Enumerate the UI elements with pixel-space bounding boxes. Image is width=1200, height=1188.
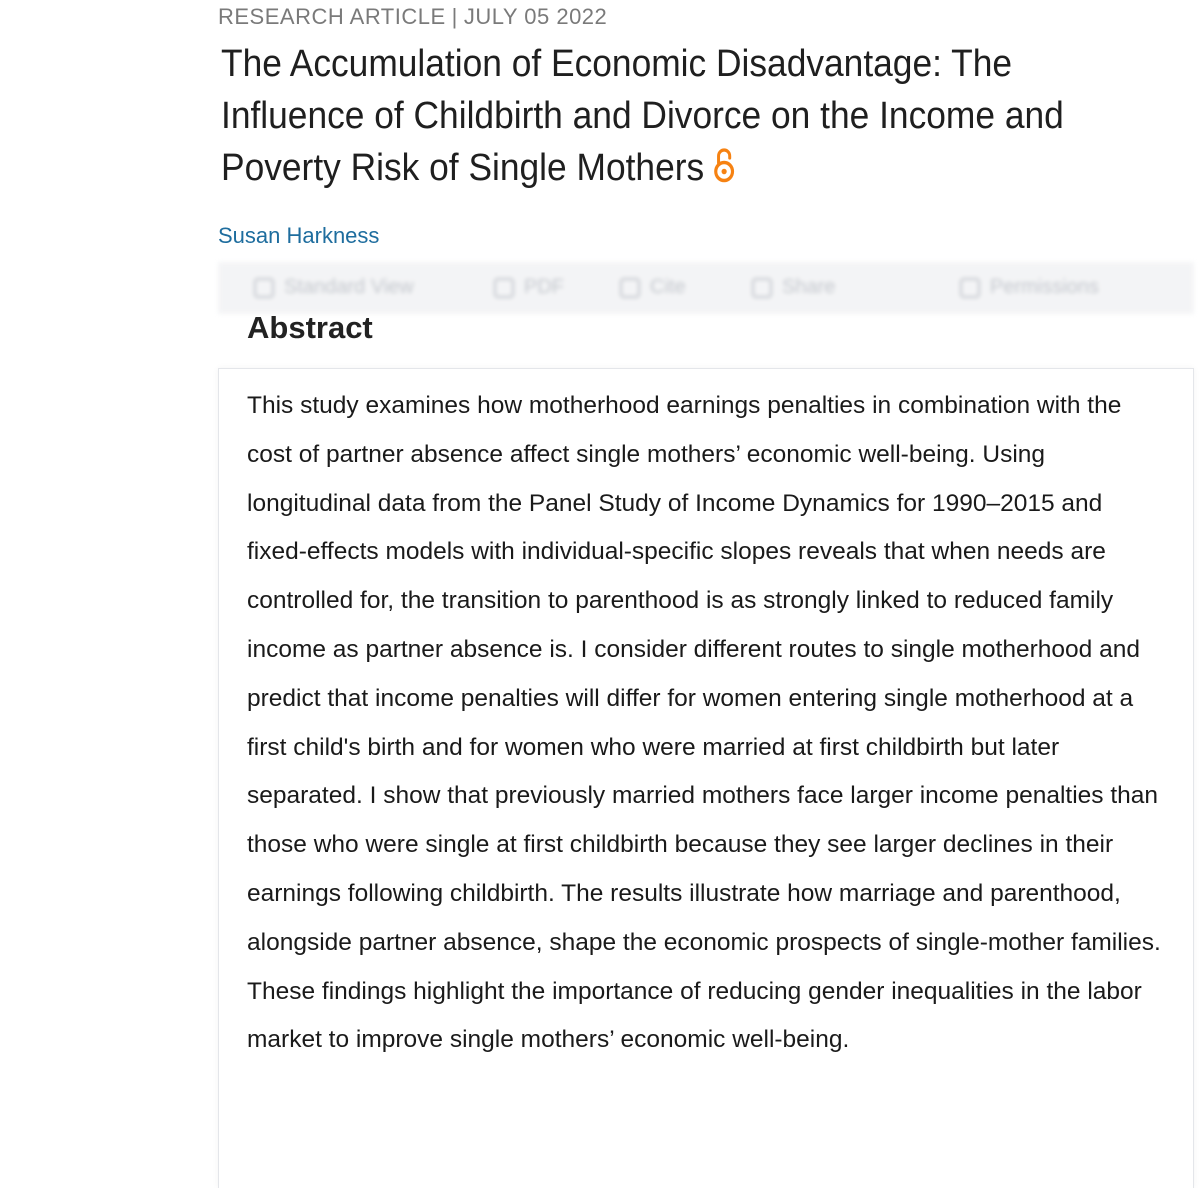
share-icon <box>752 278 772 298</box>
permissions-label: Permissions <box>990 276 1099 298</box>
share-label: Share <box>782 276 836 298</box>
abstract-heading: Abstract <box>247 310 373 345</box>
standard-view-label: Standard View <box>284 276 414 298</box>
permissions-button[interactable] <box>960 276 1099 299</box>
cite-button[interactable] <box>620 276 686 299</box>
view-icon <box>254 278 274 298</box>
pdf-label: PDF <box>524 276 564 298</box>
article-title <box>221 38 1086 194</box>
article-title-text: The Accumulation of Economic Disadvantage: The Influence of Childbirth and Divorce on the Income and Poverty Risk of Single Mothers <box>221 43 1064 189</box>
permissions-icon <box>960 278 980 298</box>
cite-icon <box>620 278 640 298</box>
standard-view-button[interactable] <box>254 276 414 299</box>
article-toolbar <box>218 262 1194 314</box>
open-access-icon <box>712 146 736 184</box>
meta-separator: | <box>451 4 458 29</box>
cite-label: Cite <box>650 276 686 298</box>
abstract-text: This study examines how motherhood earnings penalties in combination with the cost of partner absence affect single mothers’ economic well-being. Using longitudinal data from the Panel Study of Income Dynamics for 1990–2015 and fixed-effects models with individual-specific slopes reveals that when needs are controlled for, the transition to parenthood is as strongly linked to reduced family income as partner absence is. I consider different routes to single motherhood and predict that income penalties will differ for women entering single motherhood at a first child's birth and for women who were married at first childbirth but later separated. I show that previously married mothers face larger income penalties than those who were single at first childbirth because they see larger declines in their earnings following childbirth. The results illustrate how marriage and parenthood, alongside partner absence, shape the economic prospects of single-mother families. These findings highlight the importance of reducing gender inequalities in the labor market to improve single mothers’ economic well-being. <box>247 392 1161 1054</box>
author-link[interactable]: Susan Harkness <box>218 223 380 248</box>
share-button[interactable] <box>752 276 835 299</box>
article-meta <box>218 4 607 30</box>
pdf-icon <box>494 278 514 298</box>
article-type-label: RESEARCH ARTICLE <box>218 4 446 29</box>
publication-date: JULY 05 2022 <box>463 4 608 29</box>
pdf-button[interactable] <box>494 276 564 299</box>
